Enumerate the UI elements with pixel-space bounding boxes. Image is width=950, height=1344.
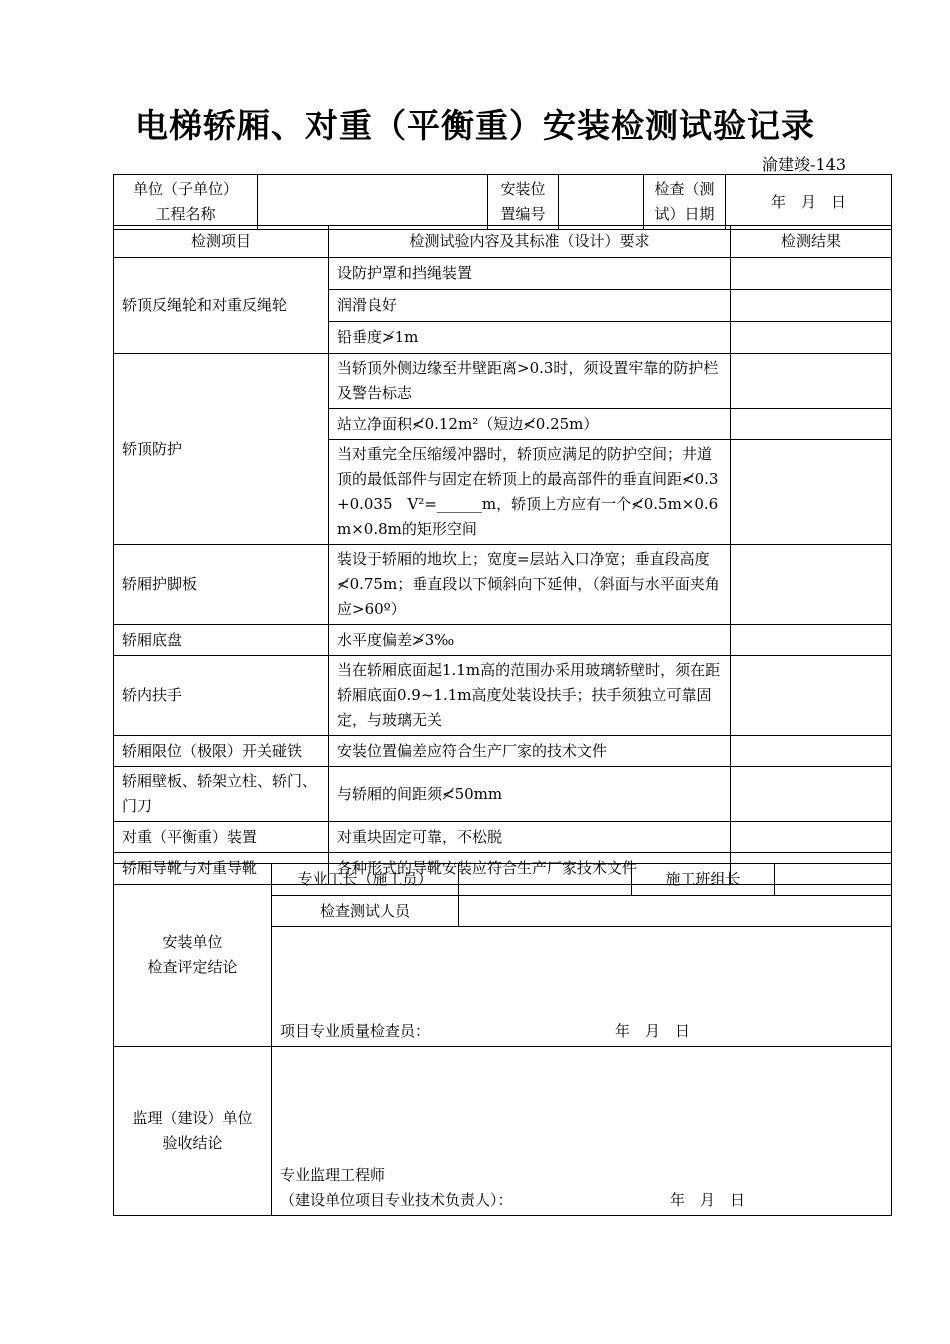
supervision-conclusion[interactable] bbox=[272, 1047, 892, 1216]
result-cell[interactable] bbox=[731, 822, 892, 853]
install-conclusion[interactable] bbox=[272, 927, 892, 1047]
result-cell[interactable] bbox=[731, 322, 892, 354]
team-leader-label: 施工班组长 bbox=[632, 864, 775, 896]
position-value[interactable] bbox=[559, 175, 644, 230]
page-title: 电梯轿厢、对重（平衡重）安装检测试验记录 bbox=[135, 106, 815, 145]
install-unit-label: 安装单位 检查评定结论 bbox=[114, 864, 272, 1047]
item-name: 轿厢限位（极限）开关碰铁 bbox=[114, 736, 329, 767]
position-label: 安装位 置编号 bbox=[488, 175, 559, 230]
inspector-label: 项目专业质量检查员： bbox=[280, 1022, 431, 1040]
result-cell[interactable] bbox=[731, 440, 892, 545]
requirement-text: 铅垂度≯1m bbox=[329, 322, 731, 354]
col-header-requirement: 检测试验内容及其标准（设计）要求 bbox=[329, 226, 731, 258]
form-code: 渝建竣-143 bbox=[762, 155, 846, 174]
date-value[interactable]: 年 月 日 bbox=[726, 175, 892, 230]
inspector-date: 年 月 日 bbox=[614, 1022, 690, 1040]
result-cell[interactable] bbox=[731, 409, 892, 440]
header-table bbox=[113, 174, 892, 230]
result-cell[interactable] bbox=[731, 545, 892, 625]
supervision-engineer-label: 专业监理工程师 bbox=[280, 1166, 386, 1184]
item-name: 轿厢导靴与对重导靴 bbox=[114, 853, 329, 885]
requirement-text: 水平度偏差≯3‰ bbox=[329, 625, 731, 656]
col-header-item: 检测项目 bbox=[114, 226, 329, 258]
item-name: 轿厢壁板、轿架立柱、轿门、门刀 bbox=[114, 767, 329, 822]
supervision-date: 年 月 日 bbox=[669, 1191, 745, 1209]
requirement-text: 对重块固定可靠，不松脱 bbox=[329, 822, 731, 853]
requirement-text: 安装位置偏差应符合生产厂家的技术文件 bbox=[329, 736, 731, 767]
team-leader-value[interactable] bbox=[775, 864, 892, 896]
item-name: 轿顶防护 bbox=[114, 354, 329, 545]
item-name: 轿厢护脚板 bbox=[114, 545, 329, 625]
requirement-text: 当对重完全压缩缓冲器时，轿顶应满足的防护空间；井道顶的最低部件与固定在轿顶上的最高部件的垂直间距≮0.3+0.035 V²=______m，轿顶上方应有一个≮0.5m×0.6m×0.8m的矩形空间 bbox=[329, 440, 731, 545]
signoff-table bbox=[113, 863, 892, 1216]
tester-value[interactable] bbox=[459, 896, 892, 927]
requirement-text: 当轿顶外侧边缘至井壁距离>0.3时，须设置牢靠的防护栏及警告标志 bbox=[329, 354, 731, 409]
requirement-text: 设防护罩和挡绳装置 bbox=[329, 258, 731, 290]
unit-value[interactable] bbox=[258, 175, 488, 230]
date-label: 检查（测 试）日期 bbox=[644, 175, 726, 230]
requirement-text: 与轿厢的间距须≮50mm bbox=[329, 767, 731, 822]
foreman-label: 专业工长（施工员） bbox=[272, 864, 459, 896]
result-cell[interactable] bbox=[731, 625, 892, 656]
item-name: 轿顶反绳轮和对重反绳轮 bbox=[114, 258, 329, 354]
item-name: 轿厢底盘 bbox=[114, 625, 329, 656]
tester-label: 检查测试人员 bbox=[272, 896, 459, 927]
result-cell[interactable] bbox=[731, 290, 892, 322]
unit-label: 单位（子单位） 工程名称 bbox=[114, 175, 258, 230]
foreman-value[interactable] bbox=[459, 864, 632, 896]
supervision-unit-label: 监理（建设）单位 验收结论 bbox=[114, 1047, 272, 1216]
result-cell[interactable] bbox=[731, 736, 892, 767]
supervision-rep-label: （建设单位项目专业技术负责人）： bbox=[280, 1191, 513, 1209]
requirement-text: 当在轿厢底面起1.1m高的范围办采用玻璃轿壁时，须在距轿厢底面0.9~1.1m高度处装设扶手；扶手须独立可靠固定，与玻璃无关 bbox=[329, 656, 731, 736]
requirement-text: 各种形式的导靴安装应符合生产厂家技术文件 bbox=[329, 853, 731, 885]
result-cell[interactable] bbox=[731, 354, 892, 409]
item-name: 对重（平衡重）装置 bbox=[114, 822, 329, 853]
inspection-table bbox=[113, 225, 892, 885]
requirement-text: 站立净面积≮0.12m²（短边≮0.25m） bbox=[329, 409, 731, 440]
col-header-result: 检测结果 bbox=[731, 226, 892, 258]
result-cell[interactable] bbox=[731, 656, 892, 736]
requirement-text: 润滑良好 bbox=[329, 290, 731, 322]
result-cell[interactable] bbox=[731, 258, 892, 290]
item-name: 轿内扶手 bbox=[114, 656, 329, 736]
result-cell[interactable] bbox=[731, 767, 892, 822]
requirement-text: 装设于轿厢的地坎上；宽度=层站入口净宽；垂直段高度≮0.75m；垂直段以下倾斜向下延伸，（斜面与水平面夹角应>60º） bbox=[329, 545, 731, 625]
